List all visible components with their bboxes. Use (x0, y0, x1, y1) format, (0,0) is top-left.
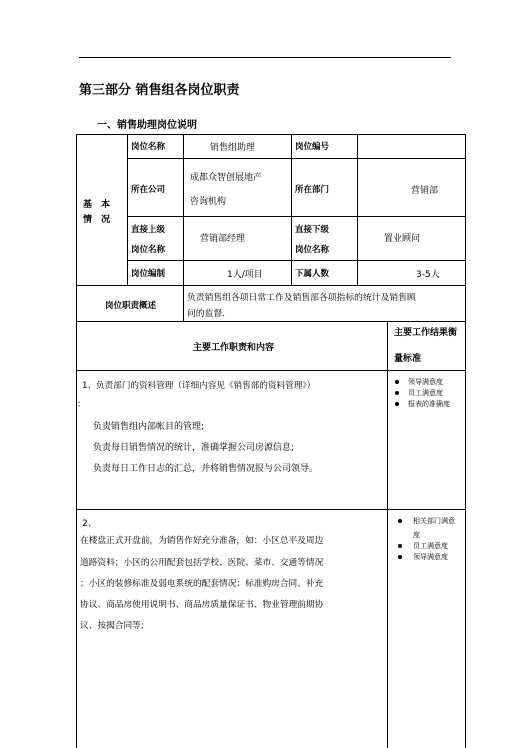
value-position-name: 销售组助理 (183, 134, 292, 159)
duty-1-kpi-list (388, 377, 450, 410)
duty-1-line-3: 负责每日工作日志的汇总，并将销售情况报与公司领导。 (93, 464, 319, 474)
section-title: 第三部分 销售组各岗位职责 (79, 83, 240, 98)
label-company: 所在公司 (127, 158, 184, 217)
summary-label-cell: 岗位职责概述 (76, 285, 184, 322)
summary-text-cell: 负责销售组各项日常工作及销售部各项指标的统计及销售顾 问的监督. (183, 285, 466, 322)
value-company: 成都众智创展地产 咨询机构 (183, 158, 292, 217)
duty-1-line-2: 负责每日销售情况的统计，准确掌握公司房源信息; (93, 443, 295, 453)
duty-1-line-1: 负责销售组内部帐目的管理; (93, 422, 205, 432)
table-left-border (76, 668, 77, 748)
label-position-code: 岗位编号 (291, 134, 358, 159)
duty-2-line-2: 道路资料；小区的公用配套包括学校、医院、菜市、交通等情况 (80, 558, 324, 568)
duty-1-title: 1、负责部门的资料管理（详细内容见《销售部的资料管理》） (82, 381, 316, 391)
duty-2-cell (76, 509, 388, 669)
value-direct-subordinate: 置业顾问 (357, 216, 466, 261)
label-department: 所在部门 (291, 158, 358, 217)
duty-2-line-4: 协议、商品房使用说明书、商品房质量保证书、物业管理前期协 (80, 600, 324, 610)
duty-1-colon: ： (77, 400, 87, 410)
subsection-title: 一、销售助理岗位说明 (97, 120, 197, 131)
label-subordinate-count: 下属人数 (291, 260, 358, 286)
value-direct-superior: 营销部经理 (183, 216, 292, 261)
label-headcount: 岗位编制 (127, 260, 184, 286)
group-label-1: 基 本 (83, 200, 111, 210)
duty-2-line-1: 在楼盘正式开盘前，为销售作好充分准备，如：小区总平及周边 (80, 536, 324, 546)
duty-1-cell (76, 370, 388, 510)
table-mid-border (387, 668, 388, 748)
value-headcount: 1人/项目 (183, 260, 292, 286)
value-department: 营销部 (357, 158, 466, 217)
label-position-name: 岗位名称 (127, 134, 184, 159)
value-subordinate-count: 3-5人 (357, 260, 466, 286)
basic-info-group-cell (76, 134, 128, 286)
duty-2-title: 2、 (82, 519, 97, 529)
kpi-header-cell: 主要工作结果衡 量标准 (387, 321, 466, 371)
duty-2-line-3: ；小区的装修标准及弱电系统的配套情况；标准购房合同、补充 (80, 579, 324, 589)
header-rule (79, 57, 451, 58)
group-label-2: 情 况 (83, 215, 111, 225)
kpi-item: 领导满意度 (388, 377, 450, 388)
value-position-code (357, 134, 466, 159)
table-right-border (465, 668, 466, 748)
duty-2-kpi-cell: 相关部门满意 度 员工满意度 领导满意度 (387, 509, 466, 669)
kpi-item: 报表的准确度 (388, 399, 450, 410)
duties-header-cell: 主要工作职责和内容 (76, 321, 388, 371)
kpi-item: 员工满意度 (388, 388, 450, 399)
label-direct-superior: 直接上级 岗位名称 (127, 216, 184, 261)
duty-1-kpi-cell (387, 370, 466, 510)
duty-2-line-5: 议、按揭合同等; (80, 621, 144, 631)
label-direct-subordinate: 直接下级 岗位名称 (291, 216, 358, 261)
